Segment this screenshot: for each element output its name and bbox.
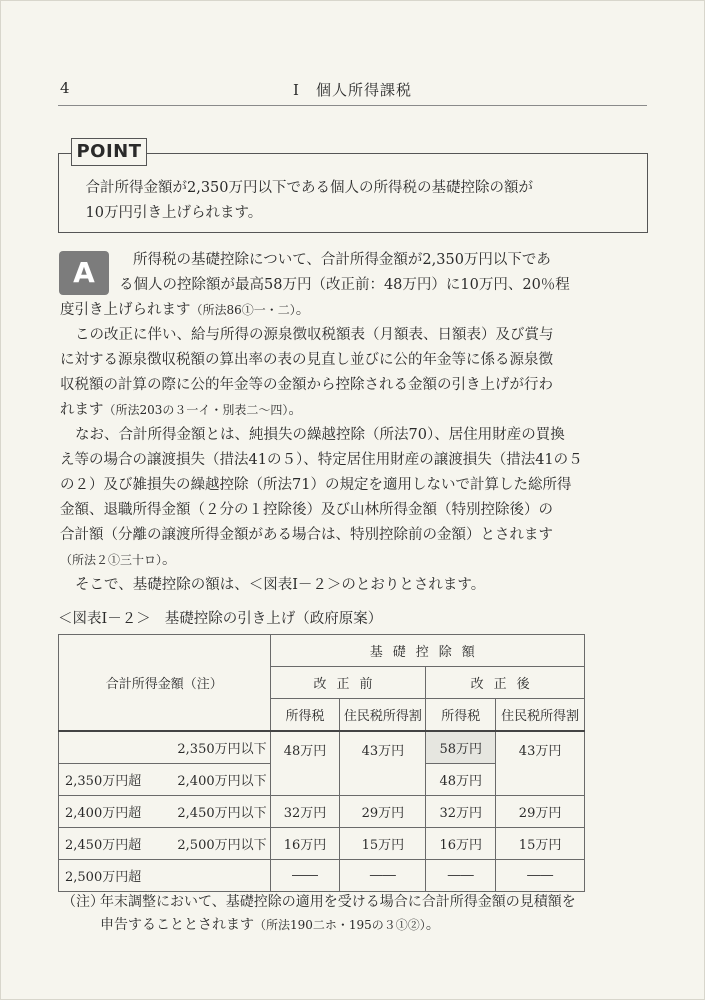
table-row (59, 828, 585, 860)
before-resident-tax: ―― (340, 860, 426, 892)
table-row (59, 796, 585, 828)
before-income-tax: 32万円 (270, 796, 340, 828)
before-resident-tax: 43万円 (340, 731, 426, 796)
point-line: 10万円引き上げられます。 (85, 205, 263, 221)
header-income-tax: 所得税 (426, 699, 496, 732)
header-before: 改正前 (270, 667, 426, 699)
income-range: 2,350万円超 2,400万円以下 (59, 764, 271, 796)
body-line: そこで、基礎控除の額は、＜図表Ⅰ－２＞のとおりとされます。 (75, 577, 486, 593)
after-resident-tax: 43万円 (496, 731, 585, 796)
after-income-tax: 58万円 (426, 731, 496, 764)
header-after: 改正後 (426, 667, 585, 699)
after-income-tax: 32万円 (426, 796, 496, 828)
body-line: え等の場合の譲渡損失（措法41の５）、特定居住用財産の譲渡損失（措法41の５ (60, 452, 583, 468)
body-line: る個人の控除額が最高58万円（改正前：48万円）に10万円、20％程 (119, 277, 570, 293)
body-line: の２）及び雑損失の繰越控除（所法71）の規定を適用しないで計算した総所得 (60, 477, 572, 493)
before-resident-tax: 15万円 (340, 828, 426, 860)
table-row (59, 860, 585, 892)
after-income-tax: 16万円 (426, 828, 496, 860)
note-line: 申告することとされます（所法190二ホ・195の３①②）。 (100, 917, 440, 933)
income-range: 2,500万円超 (59, 860, 271, 892)
after-income-tax: 48万円 (426, 764, 496, 796)
before-income-tax: ―― (270, 860, 340, 892)
point-line: 合計所得金額が2,350万円以下である個人の所得税の基礎控除の額が (85, 180, 534, 196)
header-resident-tax: 住民税所得割 (340, 699, 426, 732)
point-text (71, 176, 641, 226)
body-line: 度引き上げられます（所法86①一・二）。 (60, 302, 311, 318)
after-resident-tax: 29万円 (496, 796, 585, 828)
deduction-table (58, 634, 585, 892)
body-line: れます（所法203の３一イ・別表二～四）。 (60, 402, 303, 418)
figure-title (58, 607, 396, 628)
body-line: 収税額の計算の際に公的年金等の金額から控除される金額の引き上げが行わ (60, 377, 553, 393)
income-range: 2,450万円超 2,500万円以下 (59, 828, 271, 860)
header-income: 合計所得金額（注） (59, 635, 271, 732)
after-resident-tax: ―― (496, 860, 585, 892)
table-row (59, 731, 585, 764)
after-resident-tax: 15万円 (496, 828, 585, 860)
point-label: POINT (71, 138, 147, 166)
body-line: （所法２①三十ロ）。 (60, 552, 177, 568)
body-line: 合計額（分離の譲渡所得金額がある場合は、特別控除前の金額）とされます (60, 527, 553, 543)
income-range: 2,350万円以下 (59, 731, 271, 764)
before-income-tax: 48万円 (270, 731, 340, 796)
body-line: に対する源泉徴収税額の算出率の表の見直し並びに公的年金等に係る源泉徴 (60, 352, 553, 368)
body-line: 金額、退職所得金額（２分の１控除後）及び山林所得金額（特別控除後）の (60, 502, 553, 518)
before-income-tax: 16万円 (270, 828, 340, 860)
chapter-title: Ⅰ 個人所得課税 (293, 81, 412, 99)
note-body (100, 891, 660, 937)
income-range: 2,400万円超 2,450万円以下 (59, 796, 271, 828)
note-label: （注） (62, 894, 104, 910)
note-line: 年末調整において、基礎控除の適用を受ける場合に合計所得金額の見積額を (100, 894, 576, 910)
section-badge: A (59, 251, 109, 295)
body-line: 所得税の基礎控除について、合計所得金額が2,350万円以下であ (133, 252, 551, 268)
page-header (58, 79, 647, 106)
before-resident-tax: 29万円 (340, 796, 426, 828)
figure-label: ＜図表Ⅰ－２＞ (58, 611, 151, 627)
after-income-tax: ―― (426, 860, 496, 892)
body-line: この改正に伴い、給与所得の源泉徴収税額表（月額表、日額表）及び賞与 (75, 327, 554, 343)
page-number: 4 (60, 79, 70, 97)
header-income-tax: 所得税 (270, 699, 340, 732)
header-resident-tax: 住民税所得割 (496, 699, 585, 732)
body-line: なお、合計所得金額とは、純損失の繰越控除（所法70）、居住用財産の買換 (75, 427, 565, 443)
figure-caption: 基礎控除の引き上げ（政府原案） (164, 611, 383, 627)
header-deduction: 基礎控除額 (270, 635, 584, 667)
